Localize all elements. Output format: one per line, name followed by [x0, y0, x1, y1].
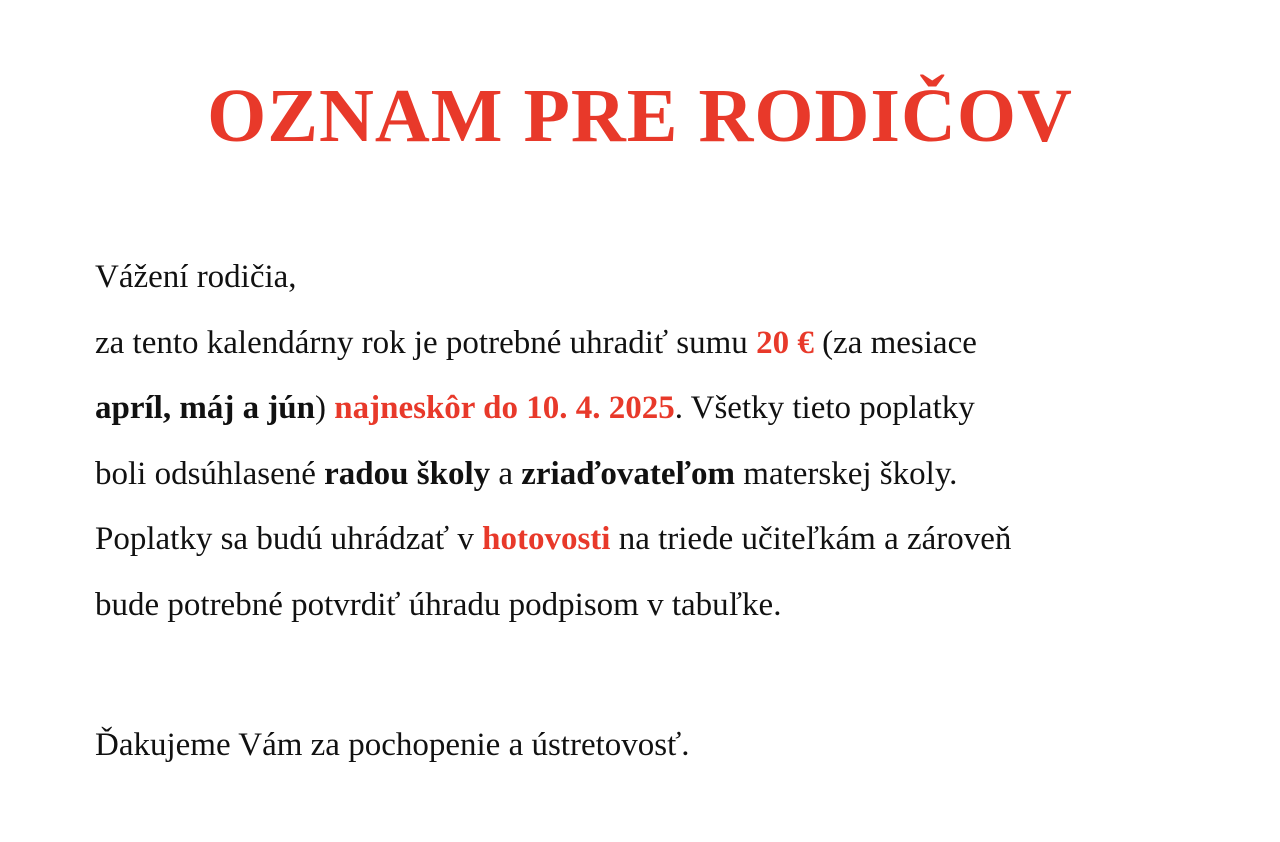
paragraph-line-1 [95, 311, 1215, 377]
founder-highlight: zriaďovateľom [521, 455, 736, 492]
text-span: boli odsúhlasené [95, 455, 325, 492]
text-span: . Všetky tieto poplatky [674, 390, 975, 426]
amount-highlight: 20 € [756, 324, 814, 361]
paragraph-line-4 [95, 507, 1215, 573]
council-highlight: radou školy [324, 455, 491, 492]
text-span: ) [315, 390, 327, 426]
page-title: OZNAM PRE RODIČOV [207, 74, 1073, 158]
cash-highlight: hotovosti [482, 521, 611, 557]
notice-body [95, 245, 1215, 638]
months-highlight: apríl, máj a jún [95, 390, 316, 426]
greeting: Vážení rodičia, [95, 259, 297, 295]
text-span: za tento kalendárny rok je potrebné uhradiť sumu [95, 324, 757, 361]
paragraph-line-5: bude potrebné potvrdiť úhradu podpisom v tabuľke. [95, 586, 782, 623]
deadline-highlight: najneskôr do 10. 4. 2025 [334, 390, 675, 426]
paragraph-line-2 [95, 376, 1215, 442]
text-span: (za mesiace [813, 324, 977, 361]
text-span: materskej školy. [735, 455, 958, 492]
paragraph-line-3 [95, 442, 1215, 508]
text-span: na triede učiteľkám a zároveň [610, 521, 1012, 557]
text-span: Poplatky sa budú uhrádzať v [95, 521, 483, 557]
text-span: a [490, 455, 522, 492]
thanks-line: Ďakujeme Vám za pochopenie a ústretovosť. [95, 727, 690, 763]
